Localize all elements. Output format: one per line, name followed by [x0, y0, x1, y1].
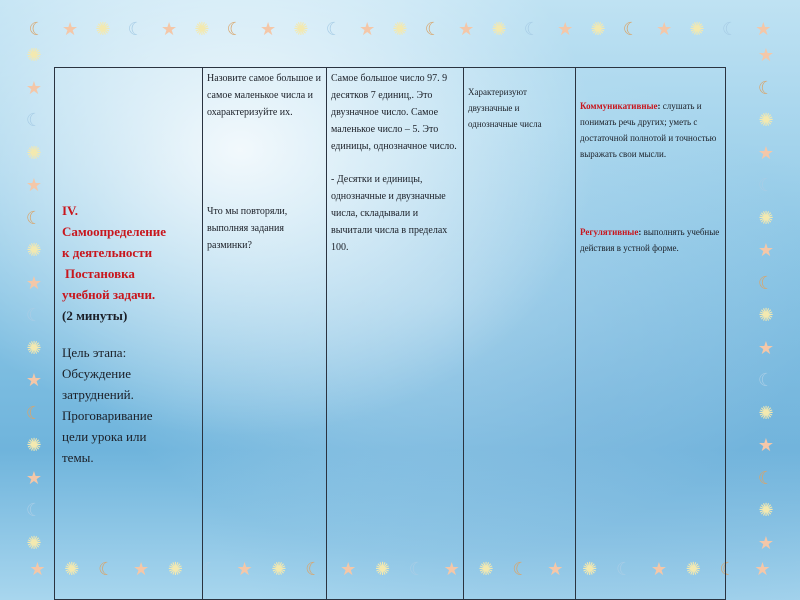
sun-icon: ✺ [392, 19, 408, 40]
sun-icon: ✺ [758, 110, 774, 132]
star-icon: ★ [25, 467, 43, 489]
sun-icon: ✺ [26, 435, 42, 457]
sun-icon: ✺ [478, 559, 494, 580]
star-icon: ★ [757, 337, 775, 359]
moon-icon: ☾ [719, 559, 736, 580]
spacer [580, 162, 721, 224]
moon-icon: ☾ [512, 559, 529, 580]
stage-goal-line: цели урока или [62, 428, 147, 444]
star-icon: ★ [757, 532, 775, 554]
comm-uud [580, 70, 721, 162]
moon-icon: ☾ [28, 19, 45, 40]
comm-uud-colon: : [657, 101, 661, 111]
teacher-question: Назовите самое большое и самое маленькое числа и охарактеризуйте их. [207, 73, 321, 118]
sun-icon: ✺ [590, 19, 606, 40]
spacer [207, 121, 322, 187]
moon-icon: ☾ [757, 370, 775, 392]
star-icon: ★ [236, 559, 253, 580]
sun-icon: ✺ [95, 19, 111, 40]
moon-icon: ☾ [25, 207, 43, 229]
ornament-border-top [20, 16, 780, 44]
ornament-border-left [20, 40, 48, 560]
comm-uud-text: слушать и понимать речь других; уметь с достаточной полнотой и точностью выражать свои мысли. [580, 101, 717, 159]
moon-icon: ☾ [615, 559, 633, 580]
star-icon: ★ [25, 272, 43, 294]
reg-uud-colon: : [638, 227, 642, 237]
student-activity-cell [464, 68, 576, 600]
moon-icon: ☾ [721, 19, 738, 40]
stage-goal-label: Цель этапа: [62, 344, 127, 360]
moon-icon: ☾ [127, 19, 144, 40]
student-answer: - Десятки и единицы, однозначные и двузначные числа, складывали и вычитали числа в пределах 100. [331, 174, 448, 253]
student-answers-cell [327, 68, 464, 600]
star-icon: ★ [161, 19, 178, 40]
stage-goal-line: затруднений. [62, 386, 134, 402]
star-icon: ★ [754, 559, 771, 580]
star-icon: ★ [656, 19, 673, 40]
teacher-activity-cell [203, 68, 327, 600]
star-icon: ★ [547, 559, 564, 580]
spacer [62, 326, 198, 342]
reg-uud-text: выполнять учебные действия в устной форме. [580, 227, 720, 253]
stage-title-line: Самоопределение [62, 223, 167, 239]
sun-icon: ✺ [689, 19, 705, 40]
sun-icon: ✺ [26, 337, 42, 359]
sun-icon: ✺ [582, 559, 598, 580]
moon-icon: ☾ [757, 175, 775, 197]
star-icon: ★ [340, 559, 357, 580]
moon-icon: ☾ [201, 559, 218, 580]
star-icon: ★ [557, 19, 574, 40]
stage-goal-line: Обсуждение [62, 365, 131, 381]
stage-number: IV. [62, 202, 79, 218]
ornament-border-right [752, 40, 780, 560]
sun-icon: ✺ [293, 19, 309, 40]
sun-icon: ✺ [758, 500, 774, 522]
star-icon: ★ [260, 19, 277, 40]
table-row [55, 68, 726, 600]
moon-icon: ☾ [757, 272, 775, 294]
stage-title-line: Постановка [65, 265, 135, 281]
moon-icon: ☾ [325, 19, 342, 40]
star-icon: ★ [458, 19, 475, 40]
reg-uud [580, 224, 721, 256]
sun-icon: ✺ [491, 19, 507, 40]
star-icon: ★ [650, 559, 667, 580]
moon-icon: ☾ [523, 19, 540, 40]
star-icon: ★ [757, 45, 775, 67]
star-icon: ★ [132, 559, 150, 580]
activity-text: Характеризуют двузначные и однозначные числа [468, 87, 542, 129]
moon-icon: ☾ [25, 402, 43, 424]
moon-icon: ☾ [408, 559, 425, 580]
star-icon: ★ [443, 559, 460, 580]
star-icon: ★ [61, 19, 79, 40]
sun-icon: ✺ [26, 532, 42, 554]
star-icon: ★ [359, 19, 376, 40]
comm-uud-label: Коммуникативные [580, 101, 658, 111]
moon-icon: ☾ [25, 500, 43, 522]
moon-icon: ☾ [25, 110, 43, 132]
moon-icon: ☾ [424, 19, 441, 40]
stage-duration: (2 минуты) [62, 307, 128, 323]
moon-icon: ☾ [98, 559, 115, 580]
stage-title-line: учебной задачи. [62, 286, 156, 302]
sun-icon: ✺ [758, 305, 774, 327]
star-icon: ★ [25, 175, 43, 197]
stage-cell [55, 68, 203, 600]
moon-icon: ☾ [305, 559, 322, 580]
star-icon: ★ [755, 19, 772, 40]
spacer [207, 187, 322, 203]
stage-title-line: к деятельности [62, 244, 153, 260]
sun-icon: ✺ [26, 240, 42, 262]
sun-icon: ✺ [685, 559, 701, 580]
uud-cell [576, 68, 726, 600]
star-icon: ★ [757, 142, 775, 164]
star-icon: ★ [757, 240, 775, 262]
lesson-plan-table [54, 67, 726, 600]
star-icon: ★ [29, 559, 46, 580]
star-icon: ★ [757, 435, 775, 457]
sun-icon: ✺ [374, 559, 391, 580]
sun-icon: ✺ [758, 402, 774, 424]
sun-icon: ✺ [64, 559, 80, 580]
moon-icon: ☾ [757, 77, 775, 99]
stage-goal-line: Проговаривание [62, 407, 153, 423]
moon-icon: ☾ [25, 305, 43, 327]
sun-icon: ✺ [26, 45, 42, 67]
moon-icon: ☾ [757, 467, 775, 489]
moon-icon: ☾ [226, 19, 243, 40]
student-answer: Самое большое число 97. 9 десятков 7 единиц,. Это двузначное число. Самое маленькое число – 5. Это единицы, однозначное число. [331, 73, 457, 152]
sun-icon: ✺ [271, 559, 287, 580]
star-icon: ★ [25, 370, 43, 392]
reg-uud-label: Регулятивные [580, 227, 639, 237]
sun-icon: ✺ [26, 142, 42, 164]
sun-icon: ✺ [758, 207, 774, 229]
stage-goal-line: темы. [62, 449, 94, 465]
sun-icon: ✺ [167, 559, 183, 580]
sun-icon: ✺ [194, 19, 210, 40]
moon-icon: ☾ [622, 19, 639, 40]
spacer [331, 155, 459, 171]
star-icon: ★ [25, 77, 43, 99]
teacher-question: Что мы повторяли, выполняя задания разминки? [207, 206, 288, 251]
